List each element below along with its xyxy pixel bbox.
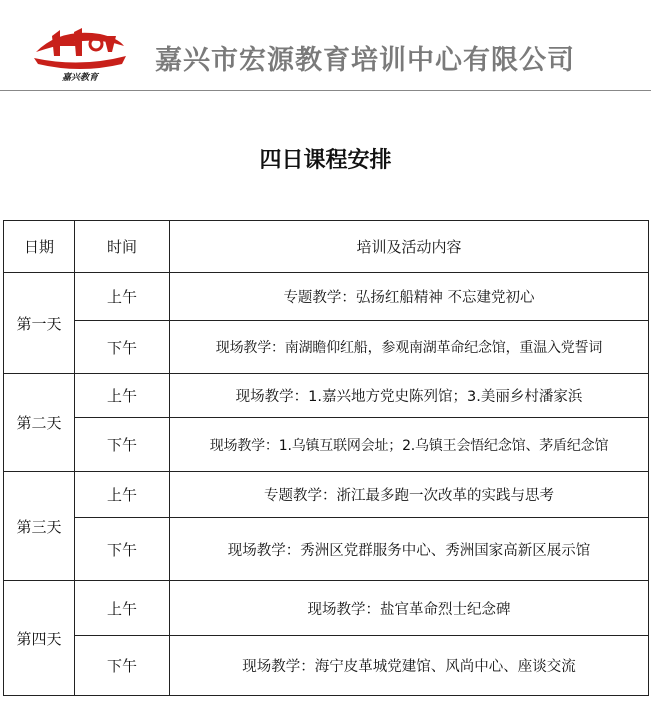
day-cell: 第一天 — [4, 273, 75, 374]
content-cell: 现场教学：海宁皮革城党建馆、风尚中心、座谈交流 — [170, 636, 649, 696]
table-row — [4, 581, 649, 636]
content-cell: 专题教学：弘扬红船精神 不忘建党初心 — [170, 273, 649, 321]
content-cell: 现场教学：秀洲区党群服务中心、秀洲国家高新区展示馆 — [170, 518, 649, 581]
header-date: 日期 — [4, 221, 75, 273]
time-cell: 下午 — [75, 636, 170, 696]
table-row — [4, 321, 649, 374]
header-content: 培训及活动内容 — [170, 221, 649, 273]
time-cell: 下午 — [75, 518, 170, 581]
table-row — [4, 273, 649, 321]
header-time: 时间 — [75, 221, 170, 273]
content-cell: 现场教学：1.嘉兴地方党史陈列馆；3.美丽乡村潘家浜 — [170, 374, 649, 418]
time-cell: 上午 — [75, 273, 170, 321]
content-cell: 现场教学：1.乌镇互联网会址；2.乌镇王会悟纪念馆、茅盾纪念馆 — [170, 418, 649, 472]
day-cell: 第四天 — [4, 581, 75, 696]
time-cell: 下午 — [75, 321, 170, 374]
content-cell: 现场教学：盐官革命烈士纪念碑 — [170, 581, 649, 636]
schedule-table — [3, 220, 649, 696]
table-row — [4, 418, 649, 472]
content-cell: 现场教学：南湖瞻仰红船，参观南湖革命纪念馆，重温入党誓词 — [170, 321, 649, 374]
day-cell: 第三天 — [4, 472, 75, 581]
company-logo — [30, 22, 130, 84]
table-row — [4, 636, 649, 696]
time-cell: 下午 — [75, 418, 170, 472]
table-header-row — [4, 221, 649, 273]
table-row — [4, 472, 649, 518]
company-name: 嘉兴市宏源教育培训中心有限公司 — [155, 45, 575, 76]
page-header — [0, 0, 651, 92]
content-cell: 专题教学：浙江最多跑一次改革的实践与思考 — [170, 472, 649, 518]
time-cell: 上午 — [75, 374, 170, 418]
document-title: 四日课程安排 — [259, 147, 392, 173]
table-row — [4, 374, 649, 418]
logo-text: 嘉兴教育 — [61, 73, 99, 83]
table-row — [4, 518, 649, 581]
time-cell: 上午 — [75, 472, 170, 518]
day-cell: 第二天 — [4, 374, 75, 472]
header-divider — [0, 90, 651, 91]
time-cell: 上午 — [75, 581, 170, 636]
